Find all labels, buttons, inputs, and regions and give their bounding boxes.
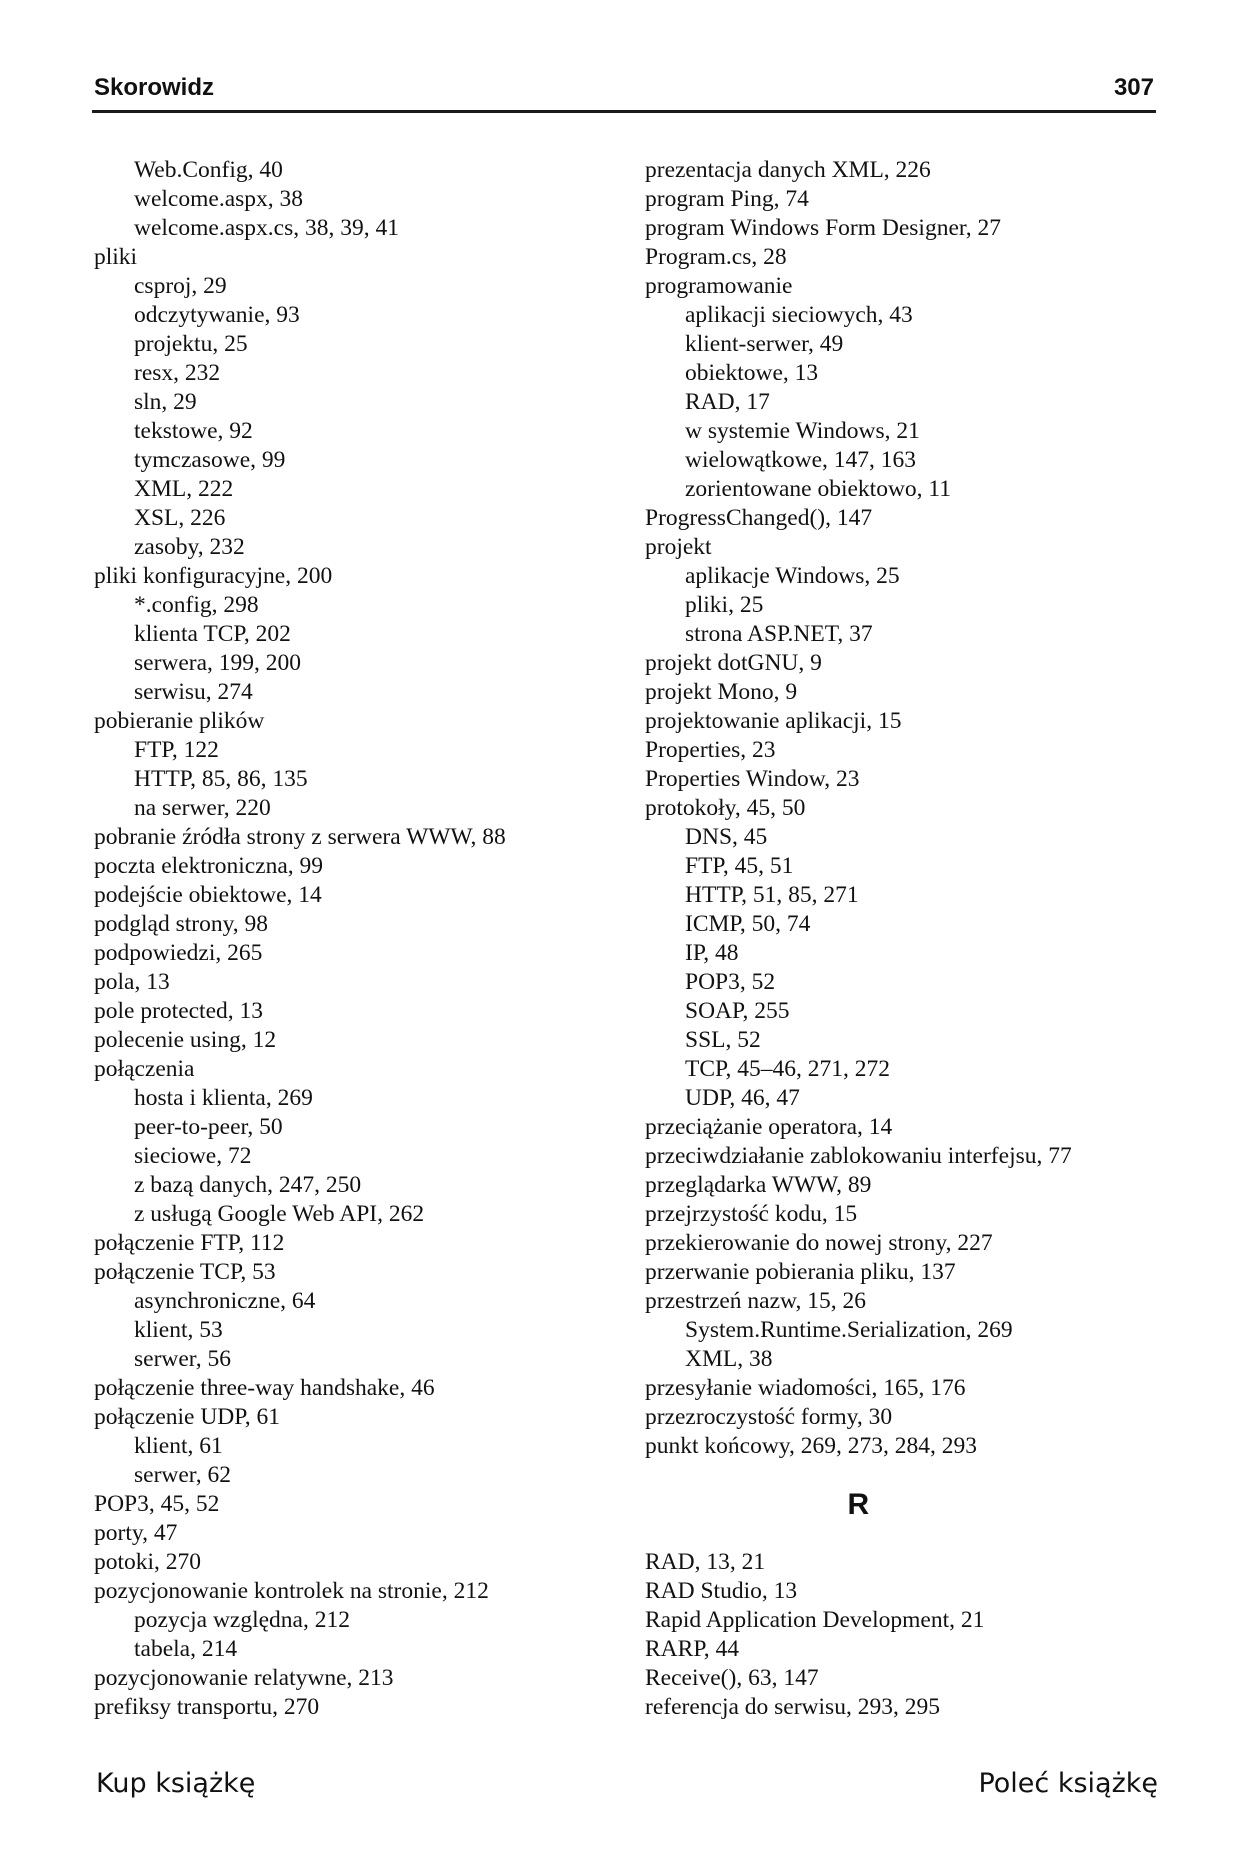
index-subentry: ICMP, 50, 74	[685, 911, 811, 937]
index-subentry: tymczasowe, 99	[134, 447, 286, 473]
index-entry: RARP, 44	[645, 1636, 740, 1662]
index-subentry: wielowątkowe, 147, 163	[685, 447, 917, 473]
index-entry: protokoły, 45, 50	[645, 795, 806, 821]
page-header	[92, 70, 1156, 113]
index-subentry: peer-to-peer, 50	[134, 1114, 283, 1140]
index-entry: pozycjonowanie kontrolek na stronie, 212	[94, 1578, 489, 1604]
index-subentry: obiektowe, 13	[685, 360, 819, 386]
index-entry: przeciążanie operatora, 14	[645, 1114, 893, 1140]
index-entry: punkt końcowy, 269, 273, 284, 293	[645, 1433, 978, 1459]
index-entry: referencja do serwisu, 293, 295	[645, 1694, 940, 1720]
page-number: 307	[1113, 74, 1154, 101]
spacer	[645, 1461, 1072, 1490]
index-subentry: zasoby, 232	[134, 534, 245, 560]
index-subentry: welcome.aspx.cs, 38, 39, 41	[134, 215, 399, 241]
index-entry: program Ping, 74	[645, 186, 809, 212]
index-entry: przeciwdziałanie zablokowaniu interfejsu, 77	[645, 1143, 1072, 1169]
index-subentry: pliki, 25	[685, 592, 764, 618]
index-subentry: klient, 53	[134, 1317, 223, 1343]
index-subentry: DNS, 45	[685, 824, 768, 850]
spacer	[645, 1519, 1072, 1548]
index-subentry: zorientowane obiektowo, 11	[685, 476, 952, 502]
index-entry: prezentacja danych XML, 226	[645, 157, 931, 183]
index-subentry: FTP, 122	[134, 737, 219, 763]
index-entry: programowanie	[645, 273, 793, 299]
index-subentry: aplikacje Windows, 25	[685, 563, 900, 589]
index-entry: prefiksy transportu, 270	[94, 1694, 320, 1720]
index-column-right	[645, 156, 1072, 1722]
index-entry: Rapid Application Development, 21	[645, 1607, 985, 1633]
index-entry: przerwanie pobierania pliku, 137	[645, 1259, 956, 1285]
index-entry: pliki konfiguracyjne, 200	[94, 563, 333, 589]
index-subentry: z bazą danych, 247, 250	[134, 1172, 362, 1198]
index-subentry: aplikacji sieciowych, 43	[685, 302, 913, 328]
index-entry: przezroczystość formy, 30	[645, 1404, 893, 1430]
index-entry: poczta elektroniczna, 99	[94, 853, 324, 879]
recommend-book-link[interactable]: Poleć książkę	[978, 1768, 1158, 1799]
index-subentry: sln, 29	[134, 389, 197, 415]
index-entry: połączenie UDP, 61	[94, 1404, 280, 1430]
index-entry: pobieranie plików	[94, 708, 265, 734]
index-entry: podpowiedzi, 265	[94, 940, 263, 966]
index-entry: przesyłanie wiadomości, 165, 176	[645, 1375, 966, 1401]
index-entry: przejrzystość kodu, 15	[645, 1201, 858, 1227]
index-subentry: sieciowe, 72	[134, 1143, 252, 1169]
index-subentry: klient-serwer, 49	[685, 331, 844, 357]
index-entry: przestrzeń nazw, 15, 26	[645, 1288, 866, 1314]
index-subentry: FTP, 45, 51	[685, 853, 794, 879]
index-entry: Properties, 23	[645, 737, 776, 763]
index-subentry: XSL, 226	[134, 505, 226, 531]
index-subentry: HTTP, 85, 86, 135	[134, 766, 308, 792]
index-entry: pliki	[94, 244, 138, 270]
index-subentry: resx, 232	[134, 360, 221, 386]
index-subentry: csproj, 29	[134, 273, 227, 299]
index-entry: projekt dotGNU, 9	[645, 650, 822, 676]
index-entry: pobranie źródła strony z serwera WWW, 88	[94, 824, 506, 850]
index-entry: podejście obiektowe, 14	[94, 882, 322, 908]
index-entry: porty, 47	[94, 1520, 178, 1546]
index-column-left	[94, 156, 506, 1722]
index-subentry: UDP, 46, 47	[685, 1085, 800, 1111]
index-subentry: welcome.aspx, 38	[134, 186, 304, 212]
index-entry: połączenia	[94, 1056, 195, 1082]
index-subentry: strona ASP.NET, 37	[685, 621, 873, 647]
index-subentry: serwer, 62	[134, 1462, 231, 1488]
index-subentry: POP3, 52	[685, 969, 776, 995]
index-entry: przekierowanie do nowej strony, 227	[645, 1230, 993, 1256]
index-entry: pole protected, 13	[94, 998, 264, 1024]
index-entry: połączenie FTP, 112	[94, 1230, 285, 1256]
index-subentry: XML, 222	[134, 476, 234, 502]
index-subentry: XML, 38	[685, 1346, 773, 1372]
index-subentry: z usługą Google Web API, 262	[134, 1201, 425, 1227]
buy-book-link[interactable]: Kup książkę	[96, 1768, 256, 1799]
index-subentry: w systemie Windows, 21	[685, 418, 920, 444]
index-subentry: RAD, 17	[685, 389, 770, 415]
index-subentry: na serwer, 220	[134, 795, 271, 821]
index-entry: połączenie three-way handshake, 46	[94, 1375, 435, 1401]
running-title: Skorowidz	[94, 74, 215, 101]
index-subentry: IP, 48	[685, 940, 739, 966]
index-subentry: serwer, 56	[134, 1346, 231, 1372]
section-letter: R	[847, 1488, 870, 1521]
index-subentry: odczytywanie, 93	[134, 302, 300, 328]
index-entry: POP3, 45, 52	[94, 1491, 220, 1517]
index-entry: Receive(), 63, 147	[645, 1665, 819, 1691]
index-entry: potoki, 270	[94, 1549, 202, 1575]
index-entry: połączenie TCP, 53	[94, 1259, 276, 1285]
index-entry: podgląd strony, 98	[94, 911, 269, 937]
index-entry: Program.cs, 28	[645, 244, 787, 270]
index-entry: przeglądarka WWW, 89	[645, 1172, 872, 1198]
index-subentry: tekstowe, 92	[134, 418, 253, 444]
index-subentry: klient, 61	[134, 1433, 223, 1459]
index-entry: RAD Studio, 13	[645, 1578, 798, 1604]
index-subentry: projektu, 25	[134, 331, 248, 357]
index-entry: Properties Window, 23	[645, 766, 860, 792]
index-entry: program Windows Form Designer, 27	[645, 215, 1002, 241]
index-subentry: pozycja względna, 212	[134, 1607, 350, 1633]
index-subentry: serwisu, 274	[134, 679, 253, 705]
index-entry: projektowanie aplikacji, 15	[645, 708, 902, 734]
index-subentry: SSL, 52	[685, 1027, 761, 1053]
index-subentry: System.Runtime.Serialization, 269	[685, 1317, 1013, 1343]
index-subentry: tabela, 214	[134, 1636, 238, 1662]
index-entry: pozycjonowanie relatywne, 213	[94, 1665, 394, 1691]
index-entry: ProgressChanged(), 147	[645, 505, 873, 531]
index-subentry: klienta TCP, 202	[134, 621, 291, 647]
index-subentry: *.config, 298	[134, 592, 259, 618]
index-entry: polecenie using, 12	[94, 1027, 277, 1053]
index-subentry: hosta i klienta, 269	[134, 1085, 313, 1111]
index-entry: projekt	[645, 534, 712, 560]
index-subentry: HTTP, 51, 85, 271	[685, 882, 859, 908]
index-subentry: Web.Config, 40	[134, 157, 283, 183]
index-entry: projekt Mono, 9	[645, 679, 798, 705]
index-subentry: asynchroniczne, 64	[134, 1288, 316, 1314]
index-subentry: SOAP, 255	[685, 998, 790, 1024]
index-entry: pola, 13	[94, 969, 170, 995]
index-subentry: TCP, 45–46, 271, 272	[685, 1056, 890, 1082]
index-subentry: serwera, 199, 200	[134, 650, 302, 676]
index-entry: RAD, 13, 21	[645, 1549, 766, 1575]
